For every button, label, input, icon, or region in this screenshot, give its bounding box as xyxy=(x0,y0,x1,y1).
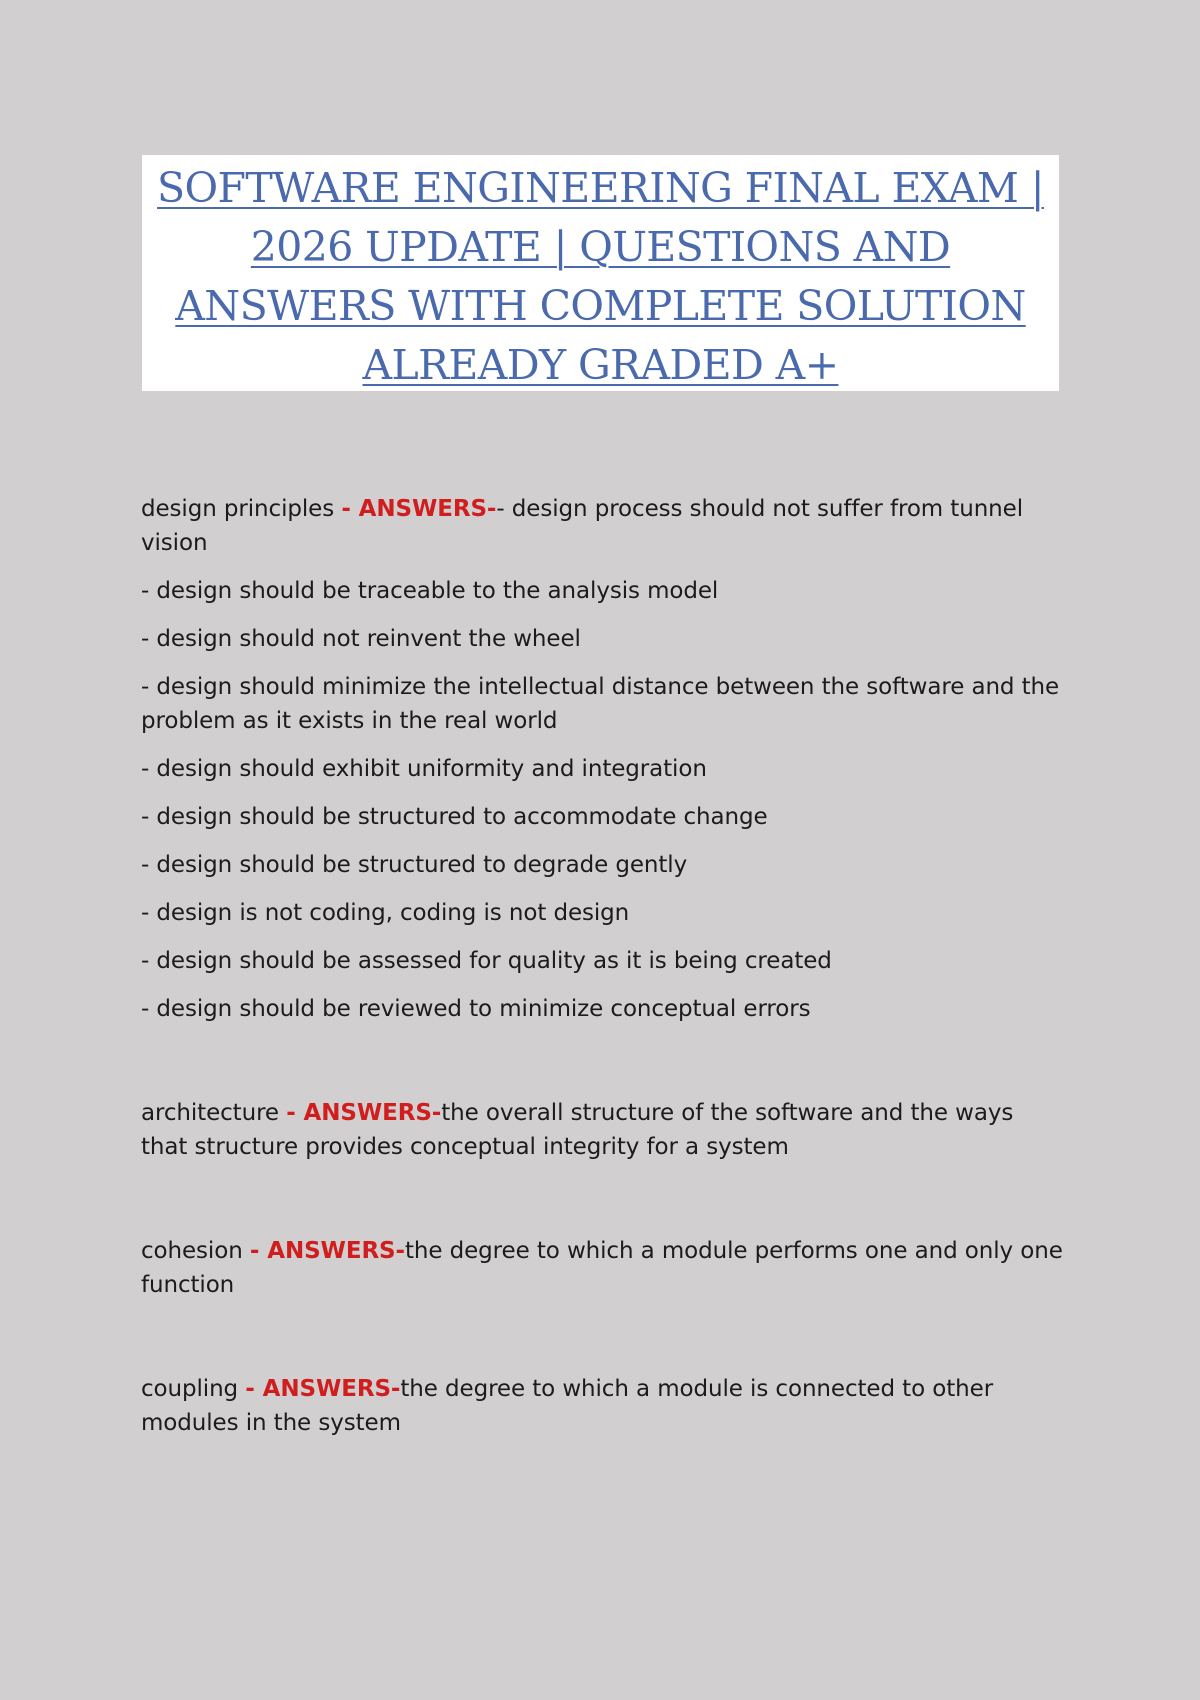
answer-text: - design process should not suffer from tunnel vision xyxy=(141,496,1023,556)
answers-marker: - ANSWERS- xyxy=(286,1100,442,1126)
term: cohesion xyxy=(141,1238,243,1264)
term: coupling xyxy=(141,1376,239,1402)
qa-question-line xyxy=(141,1096,1066,1164)
answer-bullet: - design should minimize the intellectual distance between the software and the problem as it exists in the real world xyxy=(141,674,1060,734)
answer-bullet: - design should exhibit uniformity and integration xyxy=(141,756,707,782)
answer-bullet: - design should be structured to degrade gently xyxy=(141,852,688,878)
answers-marker: - ANSWERS- xyxy=(245,1376,401,1402)
qa-entry-architecture xyxy=(141,1096,1066,1164)
answer-text: the degree to which a module performs one and only one function xyxy=(141,1238,1063,1298)
qa-content xyxy=(141,492,1066,1440)
answer-text: the overall structure of the software and the ways that structure provides conceptual integrity for a system xyxy=(141,1100,1014,1160)
answer-bullet: - design is not coding, coding is not design xyxy=(141,900,630,926)
answers-marker: - ANSWERS- xyxy=(341,496,497,522)
qa-entry-coupling xyxy=(141,1372,1066,1440)
answer-bullet: - design should be reviewed to minimize conceptual errors xyxy=(141,996,811,1022)
qa-question-line xyxy=(141,1372,1066,1440)
answers-marker: - ANSWERS- xyxy=(249,1238,405,1264)
qa-entry-cohesion xyxy=(141,1234,1066,1302)
qa-entry-design-principles xyxy=(141,492,1066,1026)
term: architecture xyxy=(141,1100,279,1126)
answer-bullet: - design should be assessed for quality as it is being created xyxy=(141,948,832,974)
answer-text: the degree to which a module is connected to other modules in the system xyxy=(141,1376,994,1436)
qa-question-line xyxy=(141,492,1066,560)
title-box xyxy=(142,155,1059,391)
answer-bullet: - design should not reinvent the wheel xyxy=(141,626,581,652)
term: design principles xyxy=(141,496,335,522)
answer-bullet: - design should be traceable to the analysis model xyxy=(141,578,719,604)
document-title: SOFTWARE ENGINEERING FINAL EXAM | 2026 UPDATE | QUESTIONS AND ANSWERS WITH COMPLETE SOLUTION ALREADY GRADED A+ xyxy=(157,164,1044,389)
qa-question-line xyxy=(141,1234,1066,1302)
answer-bullet: - design should be structured to accommodate change xyxy=(141,804,768,830)
